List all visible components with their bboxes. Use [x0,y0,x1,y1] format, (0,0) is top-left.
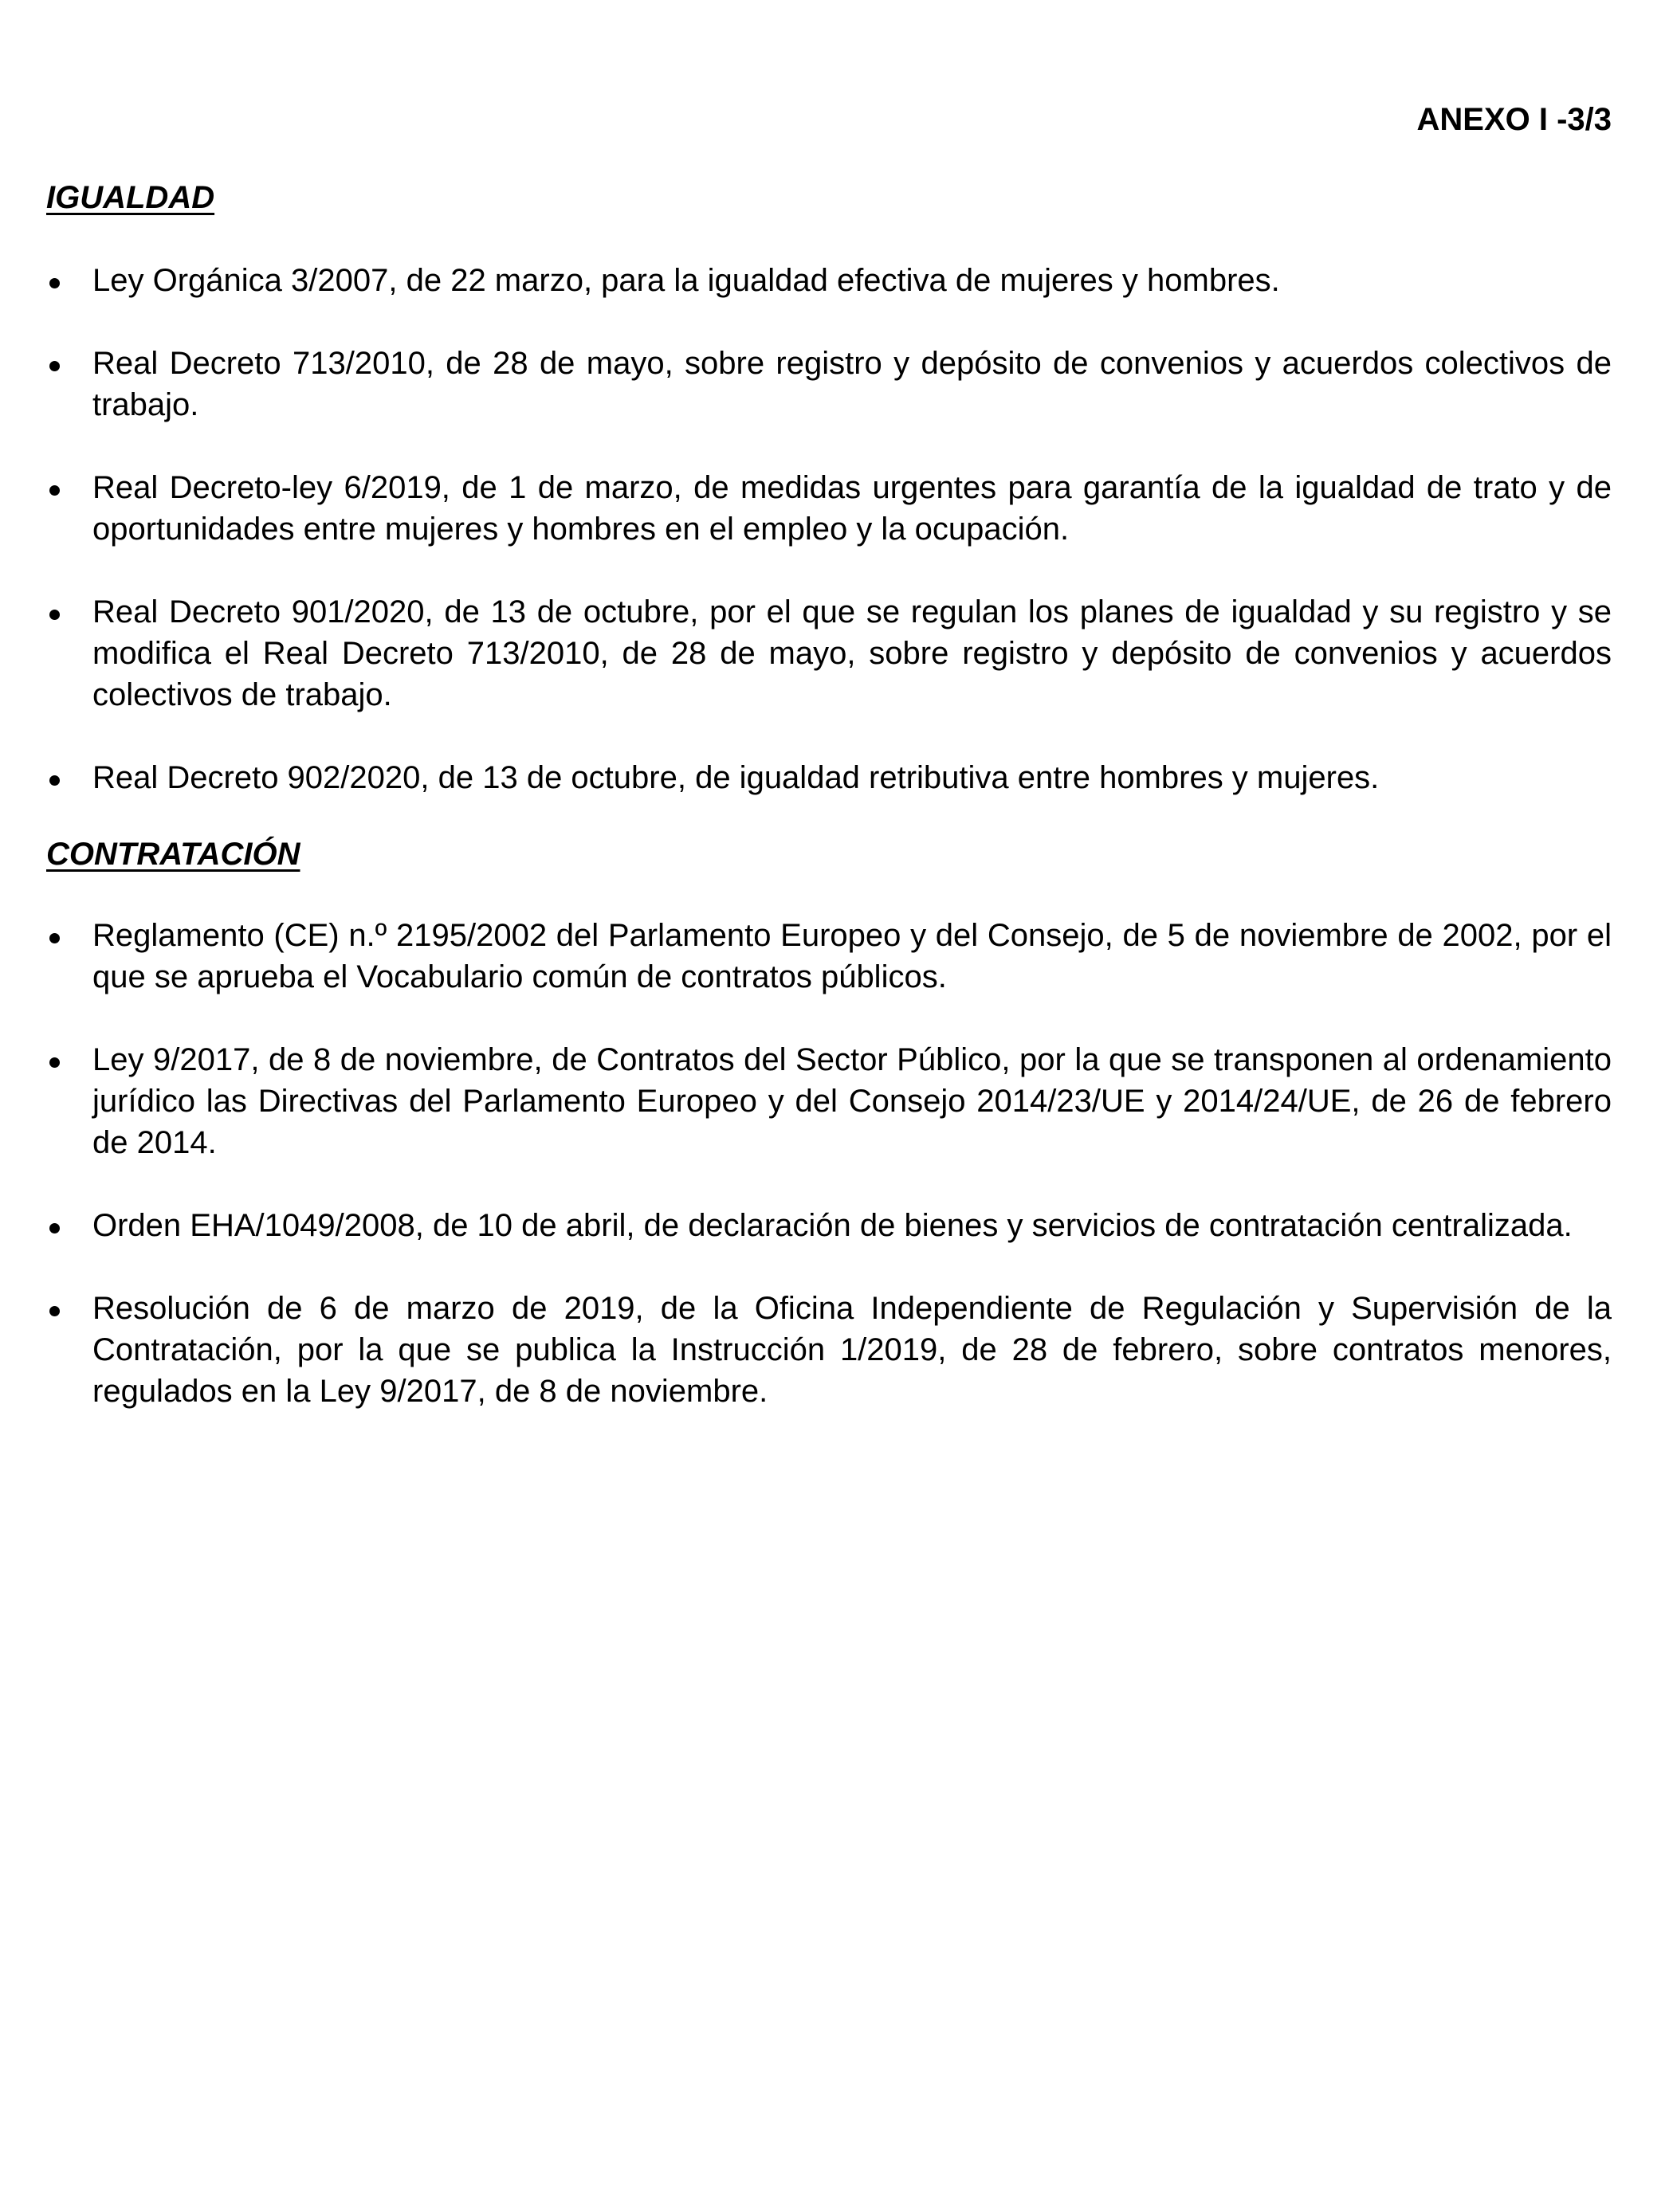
list-item-text: Resolución de 6 de marzo de 2019, de la Oficina Independiente de Regulación y Supervisión de la Contratación, por la que se publica la Instrucción 1/2019, de 28 de febrero, sobre contratos menores, regulados en la Ley 9/2017, de 8 de noviembre. [92,1291,1612,1409]
list-item [46,757,1612,798]
list-item [46,467,1612,550]
list-item-text: Real Decreto-ley 6/2019, de 1 de marzo, de medidas urgentes para garantía de la igualdad de trato y de oportunidades entre mujeres y hombres en el empleo y la ocupación. [92,470,1612,547]
list-item [46,915,1612,998]
bullet-icon [49,361,60,371]
list-item-text: Real Decreto 901/2020, de 13 de octubre, por el que se regulan los planes de igualdad y su registro y se modifica el Real Decreto 713/2010, de 28 de mayo, sobre registro y depósito de convenios y acuerdos colectivos de trabajo. [92,594,1612,712]
section-title-contratacion: CONTRATACIÓN [46,837,300,872]
list-item-text: Ley Orgánica 3/2007, de 22 marzo, para la igualdad efectiva de mujeres y hombres. [92,263,1280,298]
bullet-icon [49,485,60,496]
list-item-text: Ley 9/2017, de 8 de noviembre, de Contratos del Sector Público, por la que se transponen al ordenamiento jurídico las Directivas del Parlamento Europeo y del Consejo 2014/23/UE y 2014/24/UE, de 26 de febrero de 2014. [92,1042,1612,1160]
list-item [46,1039,1612,1163]
bullet-icon [49,1057,60,1068]
list-item [46,343,1612,426]
list-item [46,1288,1612,1412]
bullet-icon [49,1223,60,1233]
list-item [46,260,1612,301]
list-item-text: Reglamento (CE) n.º 2195/2002 del Parlamento Europeo y del Consejo, de 5 de noviembre de 2002, por el que se aprueba el Vocabulario común de contratos públicos. [92,918,1612,994]
igualdad-list [46,260,1612,840]
list-item-text: Orden EHA/1049/2008, de 10 de abril, de declaración de bienes y servicios de contratación centralizada. [92,1208,1573,1243]
annex-label: ANEXO I -3/3 [1416,102,1612,137]
bullet-icon [49,933,60,943]
list-item [46,591,1612,716]
bullet-icon [49,775,60,786]
list-item-text: Real Decreto 902/2020, de 13 de octubre, de igualdad retributiva entre hombres y mujeres. [92,760,1380,795]
list-item-text: Real Decreto 713/2010, de 28 de mayo, sobre registro y depósito de convenios y acuerdos colectivos de trabajo. [92,346,1612,422]
bullet-icon [49,278,60,288]
section-title-igualdad: IGUALDAD [46,180,215,215]
list-item [46,1205,1612,1246]
bullet-icon [49,1306,60,1316]
bullet-icon [49,610,60,620]
contratacion-list [46,915,1612,1453]
